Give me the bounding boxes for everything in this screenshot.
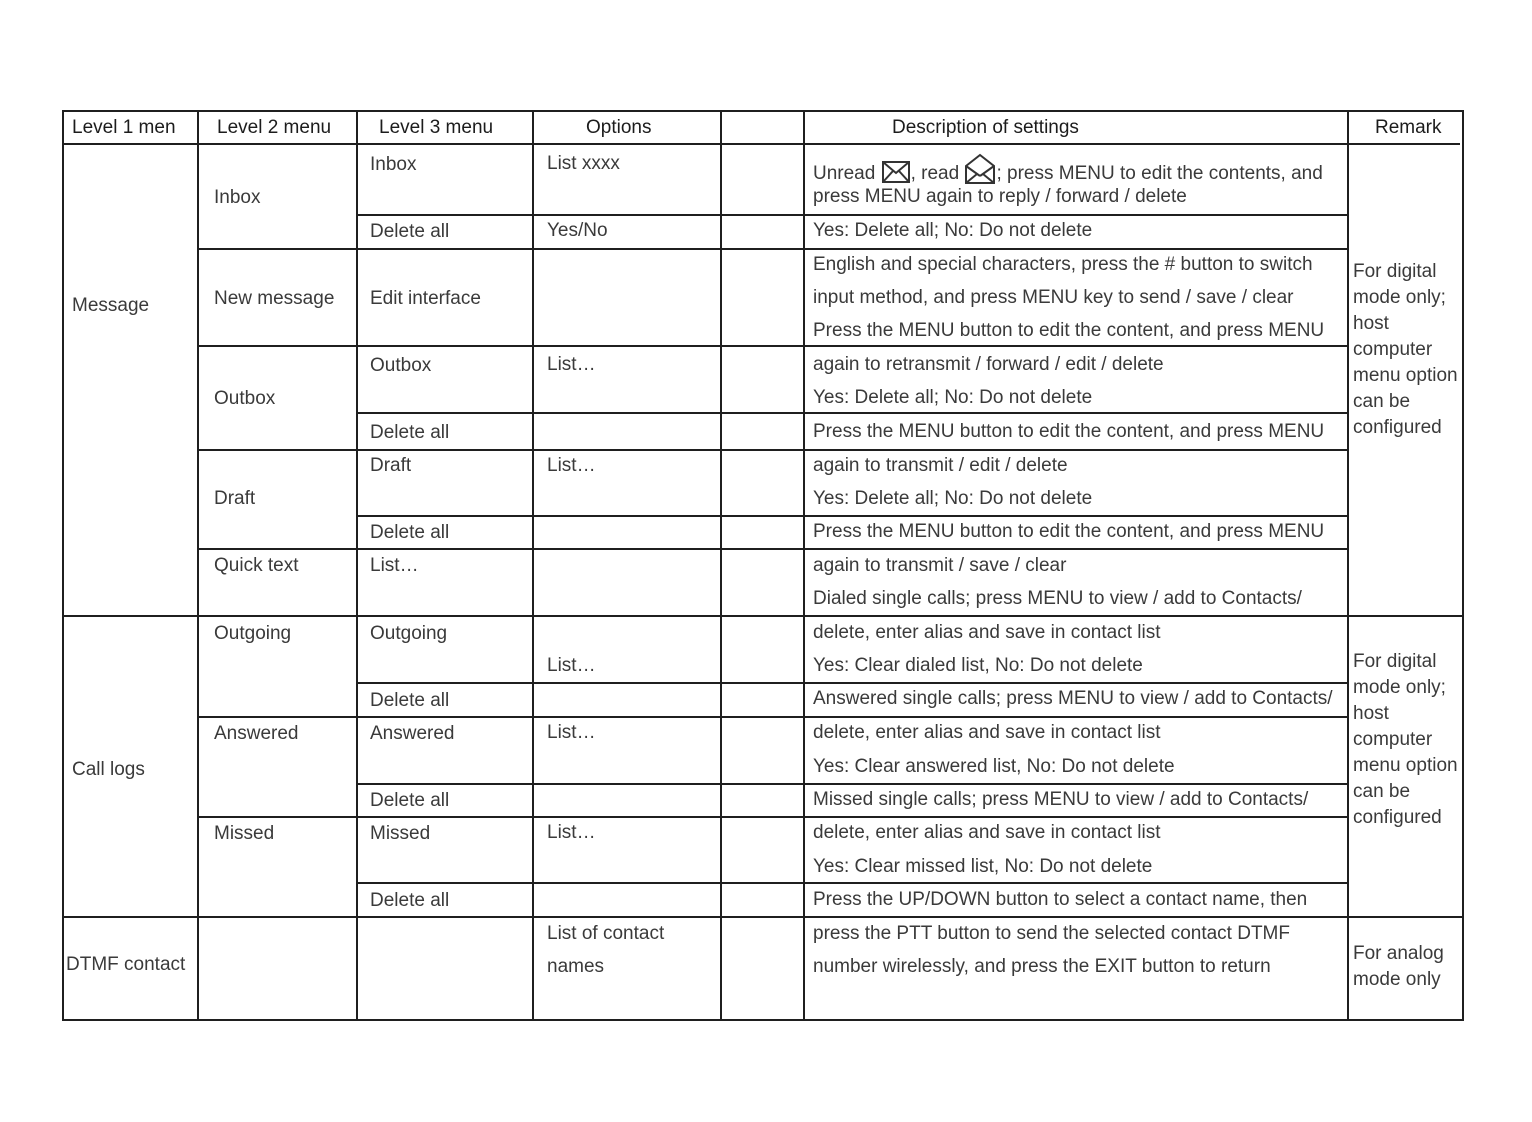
description-line: press the PTT button to send the selected contact DTMF — [813, 923, 1290, 944]
description-line: delete, enter alias and save in contact list — [813, 622, 1161, 643]
col-border — [62, 110, 64, 1021]
level3-draft: Draft — [370, 455, 412, 476]
header-divider — [62, 143, 1460, 145]
description-line: Answered single calls; press MENU to view / add to Contacts/ — [813, 688, 1333, 709]
row-divider — [356, 682, 1348, 684]
level3-outgoing: Outgoing — [370, 623, 448, 644]
description-line: press MENU again to reply / forward / delete — [813, 186, 1187, 207]
header-description: Description of settings — [892, 117, 1079, 138]
row-divider — [197, 248, 1348, 250]
table-border-top — [62, 110, 1464, 112]
description-line: English and special characters, press the # button to switch — [813, 254, 1313, 275]
description-line: Press the UP/DOWN button to select a contact name, then — [813, 889, 1308, 910]
level3-inbox: Inbox — [370, 154, 417, 175]
level3-delete-all: Delete all — [370, 890, 450, 911]
header-level2: Level 2 menu — [217, 117, 332, 138]
level3-delete-all: Delete all — [370, 422, 450, 443]
row-divider — [356, 783, 1348, 785]
col-border — [532, 110, 534, 1021]
description-line: Yes: Clear missed list, No: Do not delete — [813, 856, 1153, 877]
level2-outgoing: Outgoing — [214, 623, 292, 644]
header-level3: Level 3 menu — [379, 117, 494, 138]
level2-outbox: Outbox — [214, 388, 276, 409]
level2-draft: Draft — [214, 488, 256, 509]
level3-edit-interface: Edit interface — [370, 288, 481, 309]
group-divider — [62, 916, 1464, 918]
row-divider — [197, 816, 1348, 818]
level1-dtmf-contact: DTMF contact — [66, 954, 186, 975]
description-line: Dialed single calls; press MENU to view / add to Contacts/ — [813, 588, 1302, 609]
description-line: Yes: Delete all; No: Do not delete — [813, 220, 1093, 241]
option-list: List… — [547, 354, 596, 375]
level2-inbox: Inbox — [214, 187, 261, 208]
row-divider — [356, 515, 1348, 517]
level2-answered: Answered — [214, 723, 299, 744]
level1-message: Message — [72, 295, 150, 316]
remark-dtmf: For analog mode only — [1353, 943, 1444, 990]
description-line: Yes: Clear answered list, No: Do not delete — [813, 756, 1175, 777]
row-divider — [356, 412, 1348, 414]
description-line: number wirelessly, and press the EXIT button to return — [813, 956, 1271, 977]
col-border — [720, 110, 722, 1021]
row-divider — [356, 882, 1348, 884]
description-line: Yes: Clear dialed list, No: Do not delete — [813, 655, 1143, 676]
level3-list: List… — [370, 555, 419, 576]
description-line: Missed single calls; press MENU to view / add to Contacts/ — [813, 789, 1309, 810]
option-list: List… — [547, 455, 596, 476]
row-divider — [197, 345, 1348, 347]
level3-delete-all: Delete all — [370, 690, 450, 711]
description-line: Press the MENU button to edit the content, and press MENU — [813, 421, 1325, 442]
description-line: input method, and press MENU key to send / save / clear — [813, 287, 1294, 308]
row-divider — [356, 214, 1348, 216]
row-divider — [197, 716, 1348, 718]
col-border — [1347, 110, 1349, 1021]
description-line: again to retransmit / forward / edit / delete — [813, 354, 1164, 375]
level2-quick-text: Quick text — [214, 555, 299, 576]
option-yes-no: Yes/No — [547, 220, 608, 241]
option-contact-names: names — [547, 956, 605, 977]
level1-call-logs: Call logs — [72, 759, 145, 780]
description-line: again to transmit / save / clear — [813, 555, 1067, 576]
description-line: Yes: Delete all; No: Do not delete — [813, 488, 1093, 509]
table-border-bottom — [62, 1019, 1464, 1021]
remark-call-logs: For digital mode only; host computer menu option can be configured — [1353, 651, 1458, 828]
col-border — [1462, 110, 1464, 1021]
level3-delete-all: Delete all — [370, 790, 450, 811]
unread-label: Unread — [813, 163, 876, 184]
header-remark: Remark — [1375, 117, 1442, 138]
description-line: delete, enter alias and save in contact list — [813, 822, 1161, 843]
col-border — [197, 110, 199, 1021]
option-contact-names: List of contact — [547, 923, 665, 944]
level3-answered: Answered — [370, 723, 455, 744]
group-divider — [62, 615, 1464, 617]
description-line: Press the MENU button to edit the content, and press MENU — [813, 521, 1325, 542]
option-list: List… — [547, 722, 596, 743]
read-label: , read — [910, 163, 960, 184]
option-list: List… — [547, 655, 596, 676]
level3-delete-all: Delete all — [370, 221, 450, 242]
col-border — [803, 110, 805, 1021]
option-list: List… — [547, 822, 596, 843]
description-line: delete, enter alias and save in contact list — [813, 722, 1161, 743]
header-options: Options — [586, 117, 652, 138]
level3-missed: Missed — [370, 823, 431, 844]
description-line: Yes: Delete all; No: Do not delete — [813, 387, 1093, 408]
col-border — [356, 110, 358, 1021]
row-divider — [197, 449, 1348, 451]
remark-message: For digital mode only; host computer menu option can be configured — [1353, 261, 1458, 438]
header-level1: Level 1 men — [72, 117, 176, 138]
level3-delete-all: Delete all — [370, 522, 450, 543]
row-divider — [197, 548, 1348, 550]
level3-outbox: Outbox — [370, 355, 432, 376]
level2-new-message: New message — [214, 288, 335, 309]
description-line: again to transmit / edit / delete — [813, 455, 1068, 476]
inbox-description: ; press MENU to edit the contents, and — [996, 163, 1323, 184]
description-line: Press the MENU button to edit the content, and press MENU — [813, 320, 1325, 341]
level2-missed: Missed — [214, 823, 275, 844]
option-list-xxxx: List xxxx — [547, 153, 620, 174]
